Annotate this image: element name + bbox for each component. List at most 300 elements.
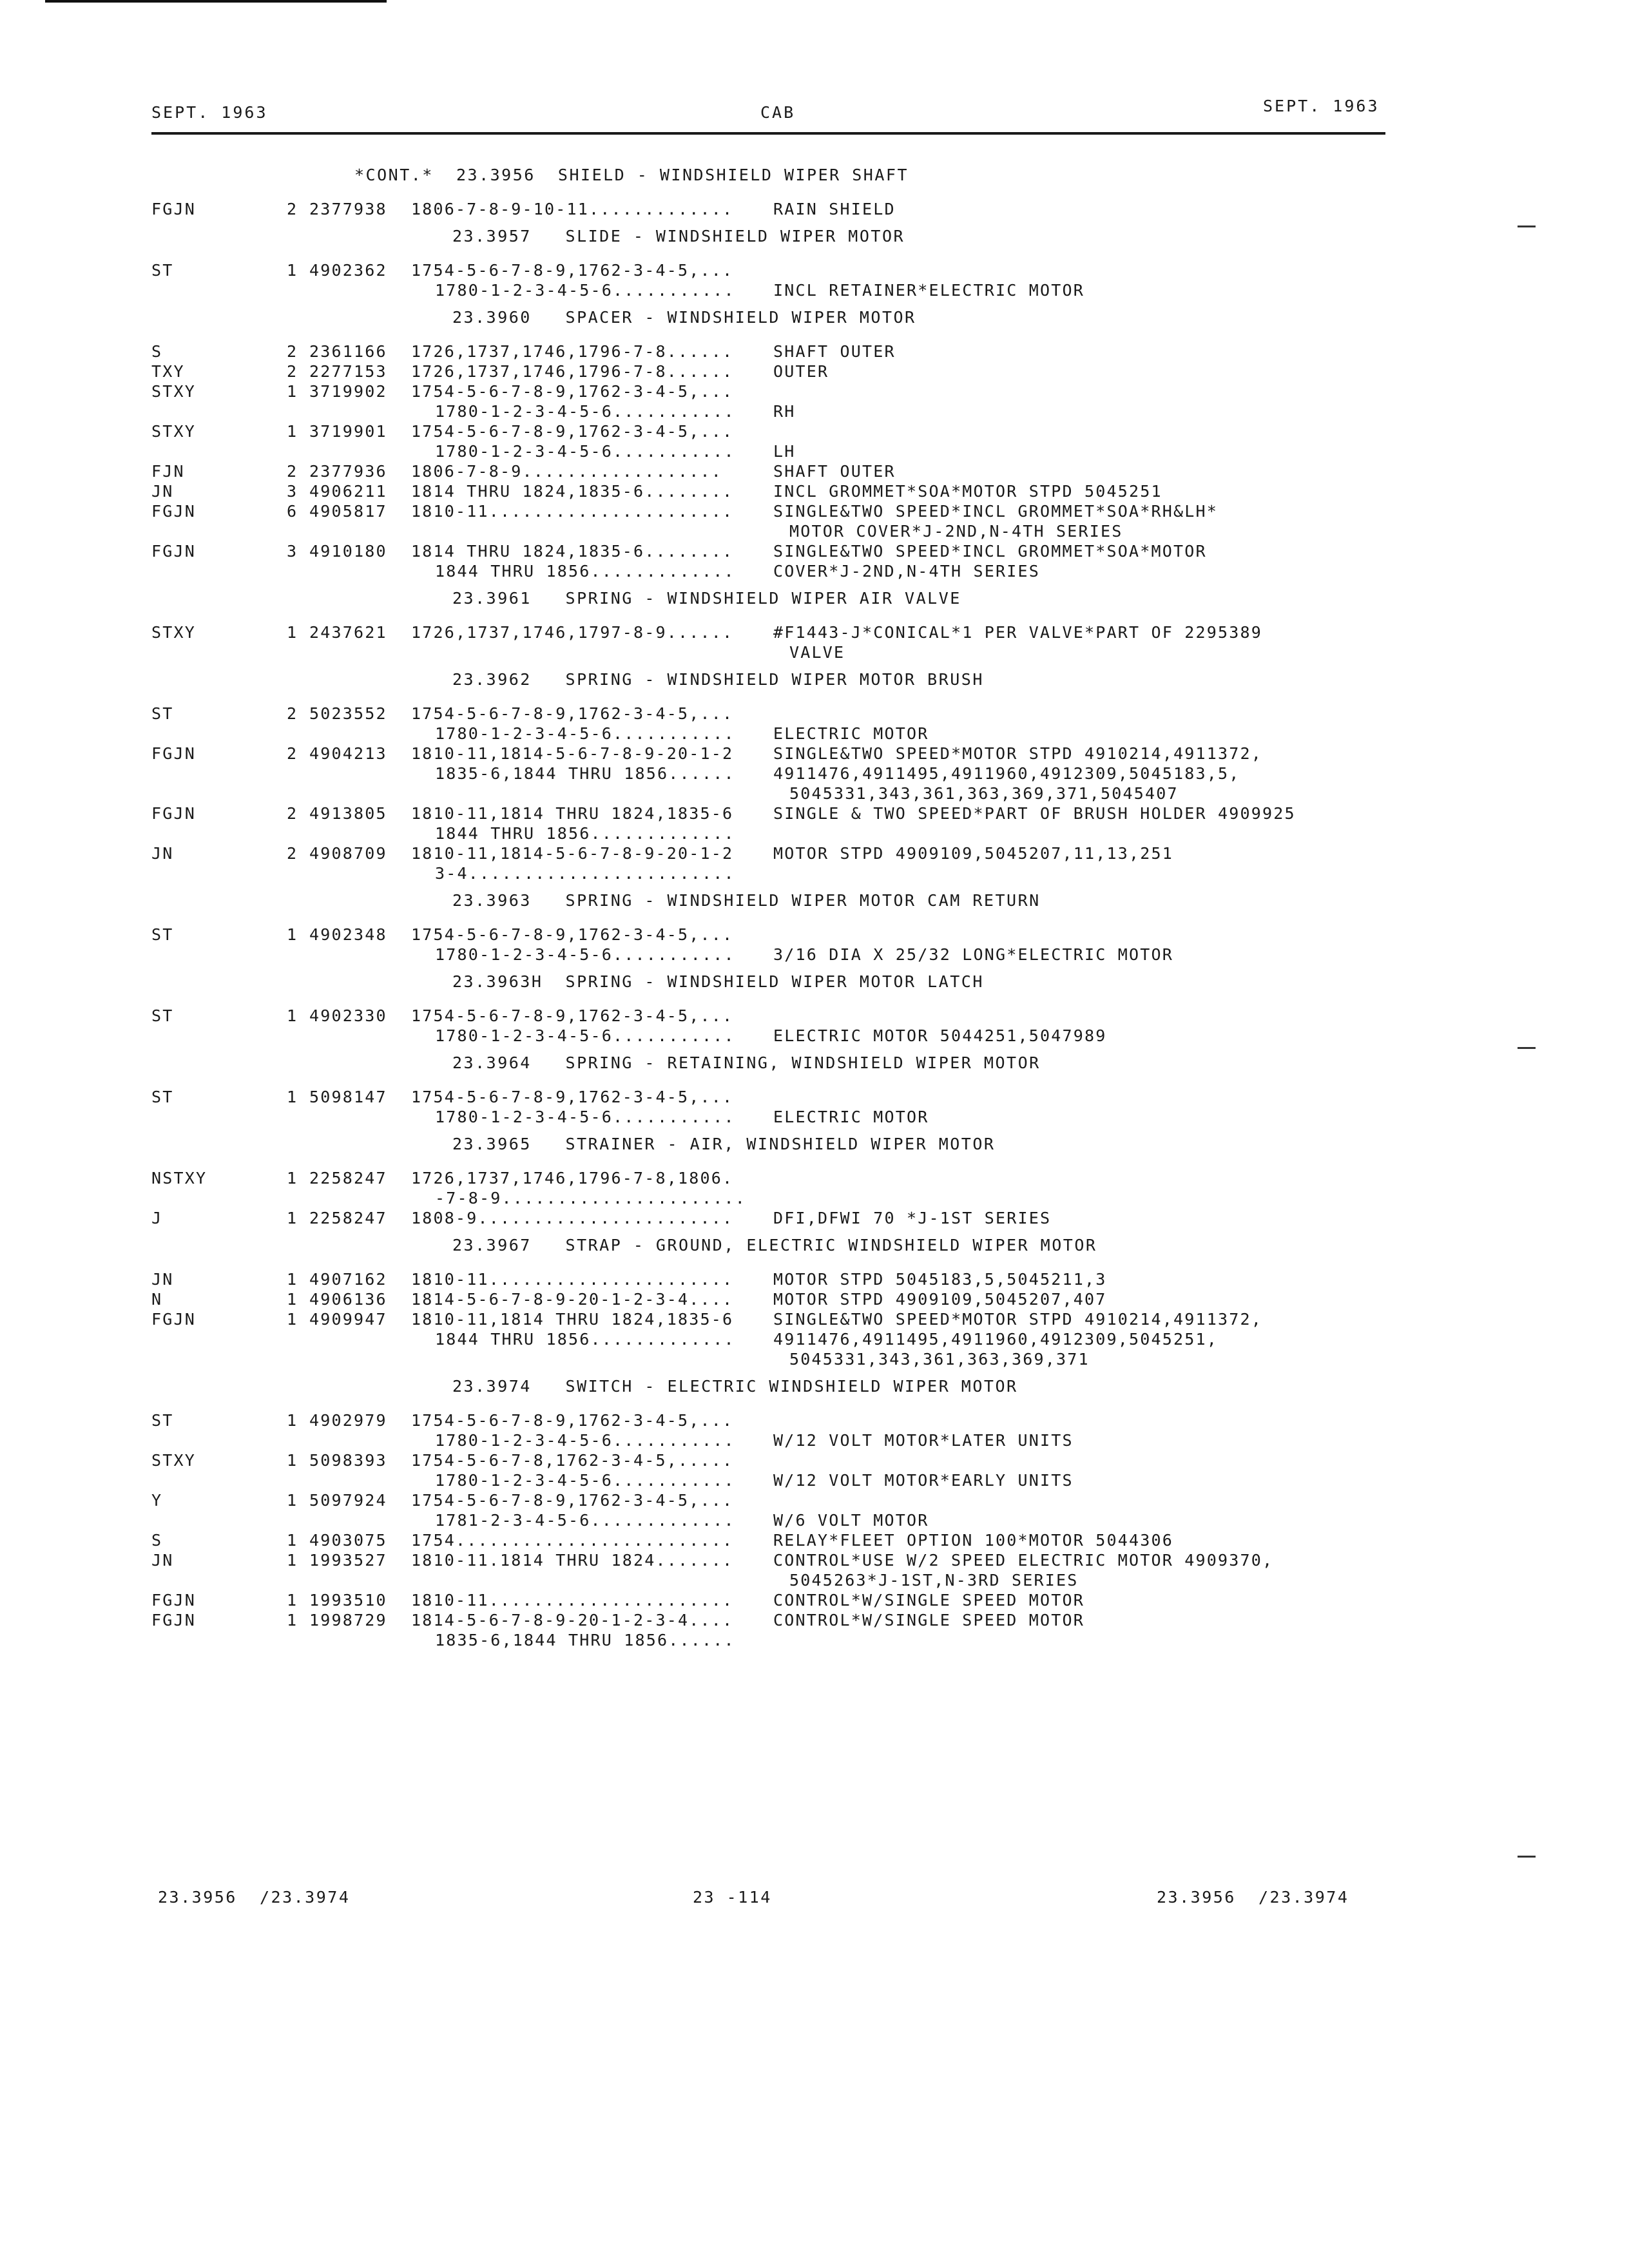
part-description: 5045263*J-1ST,N-3RD SERIES xyxy=(789,1571,1079,1590)
part-number: 4908709 xyxy=(309,844,387,863)
part-line xyxy=(0,381,1629,401)
part-row xyxy=(0,803,1629,843)
part-description: 3/16 DIA X 25/32 LONG*ELECTRIC MOTOR xyxy=(773,945,1174,964)
model-applicability: 1844 THRU 1856............. xyxy=(435,1330,735,1349)
model-applicability: 1844 THRU 1856............. xyxy=(435,824,735,843)
part-description: MOTOR STPD 4909109,5045207,11,13,251 xyxy=(773,844,1174,863)
model-applicability: 1780-1-2-3-4-5-6........... xyxy=(435,1471,735,1490)
part-code: FGJN xyxy=(151,200,197,218)
model-applicability: 1835-6,1844 THRU 1856...... xyxy=(435,1631,735,1649)
part-number: 4906136 xyxy=(309,1290,387,1309)
part-code: FJN xyxy=(151,462,185,481)
part-description: COVER*J-2ND,N-4TH SERIES xyxy=(773,562,1041,581)
model-applicability: 1780-1-2-3-4-5-6........... xyxy=(435,724,735,743)
margin-tick xyxy=(1518,226,1536,227)
part-quantity: 1 xyxy=(287,261,298,280)
part-quantity: 1 xyxy=(287,1411,298,1430)
part-number: 2377938 xyxy=(309,200,387,218)
part-number: 4903075 xyxy=(309,1531,387,1550)
part-quantity: 1 xyxy=(287,1169,298,1187)
part-row xyxy=(0,843,1629,883)
part-quantity: 1 xyxy=(287,1531,298,1550)
part-row xyxy=(0,260,1629,300)
part-code: STXY xyxy=(151,1451,197,1470)
part-quantity: 1 xyxy=(287,1591,298,1610)
part-code: FGJN xyxy=(151,1591,197,1610)
model-applicability: 1810-11,1814 THRU 1824,1835-6 xyxy=(411,804,734,823)
part-number: 4902979 xyxy=(309,1411,387,1430)
part-line xyxy=(0,1470,1629,1490)
part-description: 5045331,343,361,363,369,371 xyxy=(789,1350,1090,1369)
part-row xyxy=(0,341,1629,361)
part-code: N xyxy=(151,1290,163,1309)
part-number: 3719901 xyxy=(309,422,387,441)
model-applicability: 1754-5-6-7-8-9,1762-3-4-5,... xyxy=(411,1006,734,1025)
part-row xyxy=(0,1610,1629,1650)
footer-page-number: 23 -114 xyxy=(693,1888,772,1907)
part-number: 4904213 xyxy=(309,744,387,763)
section-title xyxy=(0,883,1629,925)
section-title-text: *CONT.* 23.3956 SHIELD - WINDSHIELD WIPER SHAFT xyxy=(354,166,909,184)
model-applicability: 1810-11,1814-5-6-7-8-9-20-1-2 xyxy=(411,844,734,863)
part-description: W/12 VOLT MOTOR*EARLY UNITS xyxy=(773,1471,1074,1490)
part-quantity: 1 xyxy=(287,1310,298,1329)
part-quantity: 6 xyxy=(287,502,298,521)
part-line xyxy=(0,461,1629,481)
model-applicability: 1810-11,1814 THRU 1824,1835-6 xyxy=(411,1310,734,1329)
part-number: 5098393 xyxy=(309,1451,387,1470)
part-number: 2437621 xyxy=(309,623,387,642)
part-row xyxy=(0,1550,1629,1590)
part-row xyxy=(0,1450,1629,1490)
part-code: JN xyxy=(151,844,174,863)
part-quantity: 1 xyxy=(287,623,298,642)
catalog-section xyxy=(0,662,1629,883)
part-row xyxy=(0,925,1629,965)
part-code: J xyxy=(151,1209,163,1227)
part-line xyxy=(0,863,1629,883)
section-title-text: 23.3962 SPRING - WINDSHIELD WIPER MOTOR BRUSH xyxy=(452,670,984,689)
part-code: STXY xyxy=(151,382,197,401)
model-applicability: 1780-1-2-3-4-5-6........... xyxy=(435,281,735,300)
part-code: FGJN xyxy=(151,542,197,561)
part-number: 4902330 xyxy=(309,1006,387,1025)
part-quantity: 1 xyxy=(287,1006,298,1025)
part-code: Y xyxy=(151,1491,163,1510)
part-line xyxy=(0,642,1629,662)
model-applicability: 1814 THRU 1824,1835-6........ xyxy=(411,542,734,561)
part-line xyxy=(0,1329,1629,1349)
model-applicability: 1754-5-6-7-8,1762-3-4-5,..... xyxy=(411,1451,734,1470)
part-row xyxy=(0,481,1629,501)
part-description: 4911476,4911495,4911960,4912309,5045251, xyxy=(773,1330,1219,1349)
part-number: 4913805 xyxy=(309,804,387,823)
section-title xyxy=(0,158,1629,199)
part-description: ELECTRIC MOTOR 5044251,5047989 xyxy=(773,1026,1107,1045)
part-code: FGJN xyxy=(151,1611,197,1629)
part-quantity: 1 xyxy=(287,1451,298,1470)
part-line xyxy=(0,803,1629,823)
part-description: W/6 VOLT MOTOR xyxy=(773,1511,929,1530)
part-row xyxy=(0,704,1629,744)
part-description: MOTOR STPD 5045183,5,5045211,3 xyxy=(773,1270,1107,1289)
part-line xyxy=(0,1590,1629,1610)
part-row xyxy=(0,461,1629,481)
part-quantity: 1 xyxy=(287,1290,298,1309)
part-number: 5023552 xyxy=(309,704,387,723)
section-title xyxy=(0,1369,1629,1410)
part-description: MOTOR COVER*J-2ND,N-4TH SERIES xyxy=(789,522,1123,541)
part-code: JN xyxy=(151,482,174,501)
part-row xyxy=(0,1530,1629,1550)
part-row xyxy=(0,744,1629,803)
part-description: VALVE xyxy=(789,643,845,662)
catalog-section xyxy=(0,965,1629,1046)
part-row xyxy=(0,1410,1629,1450)
part-line xyxy=(0,925,1629,945)
part-quantity: 2 xyxy=(287,804,298,823)
part-line xyxy=(0,1026,1629,1046)
model-applicability: 1808-9....................... xyxy=(411,1209,734,1227)
header-section-name: CAB xyxy=(760,103,796,122)
model-applicability: 1726,1737,1746,1796-7-8...... xyxy=(411,342,734,361)
model-applicability: 1806-7-8-9-10-11............. xyxy=(411,200,734,218)
part-description: 5045331,343,361,363,369,371,5045407 xyxy=(789,784,1179,803)
part-line xyxy=(0,401,1629,421)
part-number: 1998729 xyxy=(309,1611,387,1629)
part-code: ST xyxy=(151,925,174,944)
part-number: 2277153 xyxy=(309,362,387,381)
part-number: 2258247 xyxy=(309,1209,387,1227)
model-applicability: 1754-5-6-7-8-9,1762-3-4-5,... xyxy=(411,1088,734,1106)
model-applicability: 1810-11,1814-5-6-7-8-9-20-1-2 xyxy=(411,744,734,763)
section-title-text: 23.3974 SWITCH - ELECTRIC WINDSHIELD WIPER MOTOR xyxy=(452,1377,1018,1396)
part-number: 4902348 xyxy=(309,925,387,944)
part-row xyxy=(0,1087,1629,1127)
part-description: SINGLE&TWO SPEED*MOTOR STPD 4910214,4911372, xyxy=(773,744,1263,763)
section-title xyxy=(0,1127,1629,1168)
part-description: OUTER xyxy=(773,362,829,381)
part-code: FGJN xyxy=(151,744,197,763)
model-applicability: 1754-5-6-7-8-9,1762-3-4-5,... xyxy=(411,382,734,401)
part-line xyxy=(0,1349,1629,1369)
part-description: LH xyxy=(773,442,796,461)
model-applicability: 1810-11...................... xyxy=(411,1270,734,1289)
model-applicability: 1810-11...................... xyxy=(411,502,734,521)
part-line xyxy=(0,280,1629,300)
section-title-text: 23.3961 SPRING - WINDSHIELD WIPER AIR VALVE xyxy=(452,589,961,608)
part-quantity: 1 xyxy=(287,1611,298,1629)
part-row xyxy=(0,1208,1629,1228)
model-applicability: -7-8-9...................... xyxy=(435,1189,747,1207)
part-line xyxy=(0,764,1629,783)
part-quantity: 1 xyxy=(287,1551,298,1570)
part-quantity: 2 xyxy=(287,744,298,763)
model-applicability: 3-4........................ xyxy=(435,864,735,883)
part-line xyxy=(0,561,1629,581)
part-line xyxy=(0,1208,1629,1228)
section-title xyxy=(0,300,1629,341)
model-applicability: 1780-1-2-3-4-5-6........... xyxy=(435,402,735,421)
header-rule xyxy=(151,132,1385,135)
part-quantity: 1 xyxy=(287,1270,298,1289)
part-row xyxy=(0,541,1629,581)
part-code: FGJN xyxy=(151,804,197,823)
part-line xyxy=(0,441,1629,461)
part-quantity: 2 xyxy=(287,704,298,723)
part-row xyxy=(0,1269,1629,1289)
part-code: ST xyxy=(151,1006,174,1025)
part-line xyxy=(0,1550,1629,1570)
section-title-text: 23.3957 SLIDE - WINDSHIELD WIPER MOTOR xyxy=(452,227,905,245)
part-row xyxy=(0,199,1629,219)
part-description: SINGLE&TWO SPEED*MOTOR STPD 4910214,4911372, xyxy=(773,1310,1263,1329)
section-title-text: 23.3963 SPRING - WINDSHIELD WIPER MOTOR CAM RETURN xyxy=(452,891,1041,910)
part-quantity: 2 xyxy=(287,362,298,381)
model-applicability: 1780-1-2-3-4-5-6........... xyxy=(435,1026,735,1045)
part-line xyxy=(0,481,1629,501)
section-title xyxy=(0,662,1629,704)
scan-artifact-line xyxy=(45,0,387,3)
model-applicability: 1726,1737,1746,1797-8-9...... xyxy=(411,623,734,642)
part-description: ELECTRIC MOTOR xyxy=(773,1108,929,1126)
part-quantity: 3 xyxy=(287,542,298,561)
part-line xyxy=(0,843,1629,863)
part-description: SINGLE&TWO SPEED*INCL GROMMET*SOA*MOTOR xyxy=(773,542,1207,561)
catalog-section xyxy=(0,300,1629,581)
model-applicability: 1814-5-6-7-8-9-20-1-2-3-4.... xyxy=(411,1611,734,1629)
part-line xyxy=(0,1410,1629,1430)
part-description: SINGLE&TWO SPEED*INCL GROMMET*SOA*RH&LH* xyxy=(773,502,1219,521)
part-line xyxy=(0,1269,1629,1289)
part-line xyxy=(0,744,1629,764)
part-quantity: 1 xyxy=(287,382,298,401)
part-number: 4905817 xyxy=(309,502,387,521)
part-quantity: 1 xyxy=(287,925,298,944)
part-description: MOTOR STPD 4909109,5045207,407 xyxy=(773,1290,1107,1309)
model-applicability: 1754-5-6-7-8-9,1762-3-4-5,... xyxy=(411,1411,734,1430)
part-line xyxy=(0,704,1629,724)
part-code: ST xyxy=(151,261,174,280)
model-applicability: 1806-7-8-9.................. xyxy=(411,462,723,481)
model-applicability: 1726,1737,1746,1796-7-8,1806. xyxy=(411,1169,734,1187)
margin-tick xyxy=(1518,1856,1536,1858)
catalog-section xyxy=(0,883,1629,965)
part-number: 4906211 xyxy=(309,482,387,501)
part-row xyxy=(0,1590,1629,1610)
part-code: ST xyxy=(151,704,174,723)
part-line xyxy=(0,1630,1629,1650)
part-number: 5098147 xyxy=(309,1088,387,1106)
part-line xyxy=(0,1610,1629,1630)
part-code: FGJN xyxy=(151,1310,197,1329)
part-row xyxy=(0,1168,1629,1208)
model-applicability: 1814-5-6-7-8-9-20-1-2-3-4.... xyxy=(411,1290,734,1309)
part-quantity: 2 xyxy=(287,200,298,218)
part-line xyxy=(0,945,1629,965)
part-description: SHAFT OUTER xyxy=(773,342,896,361)
part-row xyxy=(0,1289,1629,1309)
part-row xyxy=(0,622,1629,662)
part-description: CONTROL*USE W/2 SPEED ELECTRIC MOTOR 4909370, xyxy=(773,1551,1274,1570)
part-row xyxy=(0,421,1629,461)
part-code: ST xyxy=(151,1411,174,1430)
part-code: NSTXY xyxy=(151,1169,207,1187)
part-line xyxy=(0,1510,1629,1530)
part-quantity: 2 xyxy=(287,844,298,863)
footer-range-right: 23.3956 /23.3974 xyxy=(1157,1888,1349,1907)
part-code: FGJN xyxy=(151,502,197,521)
part-description: #F1443-J*CONICAL*1 PER VALVE*PART OF 2295389 xyxy=(773,623,1263,642)
part-description: DFI,DFWI 70 *J-1ST SERIES xyxy=(773,1209,1052,1227)
part-code: ST xyxy=(151,1088,174,1106)
part-number: 2377936 xyxy=(309,462,387,481)
part-description: RELAY*FLEET OPTION 100*MOTOR 5044306 xyxy=(773,1531,1174,1550)
section-title-text: 23.3965 STRAINER - AIR, WINDSHIELD WIPER MOTOR xyxy=(452,1135,996,1153)
catalog-section xyxy=(0,1127,1629,1228)
part-line xyxy=(0,724,1629,744)
part-code: S xyxy=(151,342,163,361)
model-applicability: 1835-6,1844 THRU 1856...... xyxy=(435,764,735,783)
section-title-text: 23.3967 STRAP - GROUND, ELECTRIC WINDSHIELD WIPER MOTOR xyxy=(452,1236,1097,1254)
part-description: RAIN SHIELD xyxy=(773,200,896,218)
part-line xyxy=(0,541,1629,561)
part-line xyxy=(0,1570,1629,1590)
part-line xyxy=(0,1430,1629,1450)
part-line xyxy=(0,1490,1629,1510)
part-line xyxy=(0,622,1629,642)
model-applicability: 1814 THRU 1824,1835-6........ xyxy=(411,482,734,501)
part-line xyxy=(0,341,1629,361)
model-applicability: 1780-1-2-3-4-5-6........... xyxy=(435,1108,735,1126)
part-line xyxy=(0,1168,1629,1188)
catalog-section xyxy=(0,581,1629,662)
part-description: 4911476,4911495,4911960,4912309,5045183,5, xyxy=(773,764,1240,783)
part-description: W/12 VOLT MOTOR*LATER UNITS xyxy=(773,1431,1074,1450)
catalog-section xyxy=(0,1046,1629,1127)
part-description: SINGLE & TWO SPEED*PART OF BRUSH HOLDER 4909925 xyxy=(773,804,1296,823)
margin-tick xyxy=(1518,1047,1536,1049)
part-number: 2361166 xyxy=(309,342,387,361)
model-applicability: 1754-5-6-7-8-9,1762-3-4-5,... xyxy=(411,261,734,280)
parts-listing xyxy=(0,158,1629,1650)
model-applicability: 1754-5-6-7-8-9,1762-3-4-5,... xyxy=(411,704,734,723)
part-line xyxy=(0,783,1629,803)
part-row xyxy=(0,1309,1629,1369)
part-line xyxy=(0,199,1629,219)
part-number: 4902362 xyxy=(309,261,387,280)
part-code: S xyxy=(151,1531,163,1550)
section-title xyxy=(0,581,1629,622)
model-applicability: 1780-1-2-3-4-5-6........... xyxy=(435,442,735,461)
section-title xyxy=(0,219,1629,260)
model-applicability: 1754......................... xyxy=(411,1531,734,1550)
catalog-section xyxy=(0,158,1629,219)
part-line xyxy=(0,1087,1629,1107)
model-applicability: 1754-5-6-7-8-9,1762-3-4-5,... xyxy=(411,422,734,441)
part-quantity: 2 xyxy=(287,342,298,361)
catalog-section xyxy=(0,1228,1629,1369)
part-number: 1993527 xyxy=(309,1551,387,1570)
model-applicability: 1780-1-2-3-4-5-6........... xyxy=(435,1431,735,1450)
part-description: CONTROL*W/SINGLE SPEED MOTOR xyxy=(773,1591,1085,1610)
part-quantity: 2 xyxy=(287,462,298,481)
part-quantity: 1 xyxy=(287,1209,298,1227)
part-quantity: 1 xyxy=(287,1491,298,1510)
part-number: 1993510 xyxy=(309,1591,387,1610)
part-quantity: 1 xyxy=(287,422,298,441)
part-description: INCL GROMMET*SOA*MOTOR STPD 5045251 xyxy=(773,482,1162,501)
part-line xyxy=(0,1006,1629,1026)
part-line xyxy=(0,1450,1629,1470)
part-row xyxy=(0,361,1629,381)
part-line xyxy=(0,1309,1629,1329)
part-number: 4910180 xyxy=(309,542,387,561)
model-applicability: 1810-11.1814 THRU 1824....... xyxy=(411,1551,734,1570)
part-code: JN xyxy=(151,1551,174,1570)
section-title-text: 23.3964 SPRING - RETAINING, WINDSHIELD WIPER MOTOR xyxy=(452,1053,1041,1072)
part-row xyxy=(0,1006,1629,1046)
part-code: TXY xyxy=(151,362,185,381)
section-title xyxy=(0,1228,1629,1269)
part-number: 3719902 xyxy=(309,382,387,401)
part-row xyxy=(0,1490,1629,1530)
part-row xyxy=(0,381,1629,421)
part-line xyxy=(0,521,1629,541)
model-applicability: 1844 THRU 1856............. xyxy=(435,562,735,581)
section-title xyxy=(0,1046,1629,1087)
part-quantity: 1 xyxy=(287,1088,298,1106)
part-line xyxy=(0,1289,1629,1309)
model-applicability: 1754-5-6-7-8-9,1762-3-4-5,... xyxy=(411,925,734,944)
part-description: RH xyxy=(773,402,796,421)
header-date-left: SEPT. 1963 xyxy=(151,103,268,122)
part-description: ELECTRIC MOTOR xyxy=(773,724,929,743)
model-applicability: 1781-2-3-4-5-6............. xyxy=(435,1511,735,1530)
part-quantity: 3 xyxy=(287,482,298,501)
section-title xyxy=(0,965,1629,1006)
model-applicability: 1726,1737,1746,1796-7-8...... xyxy=(411,362,734,381)
part-line xyxy=(0,260,1629,280)
part-line xyxy=(0,1530,1629,1550)
header-date-right: SEPT. 1963 xyxy=(1263,97,1380,115)
part-code: STXY xyxy=(151,623,197,642)
part-description: CONTROL*W/SINGLE SPEED MOTOR xyxy=(773,1611,1085,1629)
part-number: 4909947 xyxy=(309,1310,387,1329)
part-row xyxy=(0,501,1629,541)
catalog-section xyxy=(0,1369,1629,1650)
catalog-section xyxy=(0,219,1629,300)
part-line xyxy=(0,823,1629,843)
part-number: 2258247 xyxy=(309,1169,387,1187)
part-line xyxy=(0,421,1629,441)
part-line xyxy=(0,361,1629,381)
part-line xyxy=(0,1188,1629,1208)
part-code: STXY xyxy=(151,422,197,441)
section-title-text: 23.3960 SPACER - WINDSHIELD WIPER MOTOR xyxy=(452,308,916,327)
part-description: INCL RETAINER*ELECTRIC MOTOR xyxy=(773,281,1085,300)
footer-range-left: 23.3956 /23.3974 xyxy=(158,1888,351,1907)
part-description: SHAFT OUTER xyxy=(773,462,896,481)
section-title-text: 23.3963H SPRING - WINDSHIELD WIPER MOTOR LATCH xyxy=(452,972,984,991)
model-applicability: 1780-1-2-3-4-5-6........... xyxy=(435,945,735,964)
part-line xyxy=(0,501,1629,521)
model-applicability: 1810-11...................... xyxy=(411,1591,734,1610)
part-code: JN xyxy=(151,1270,174,1289)
part-line xyxy=(0,1107,1629,1127)
model-applicability: 1754-5-6-7-8-9,1762-3-4-5,... xyxy=(411,1491,734,1510)
part-number: 4907162 xyxy=(309,1270,387,1289)
